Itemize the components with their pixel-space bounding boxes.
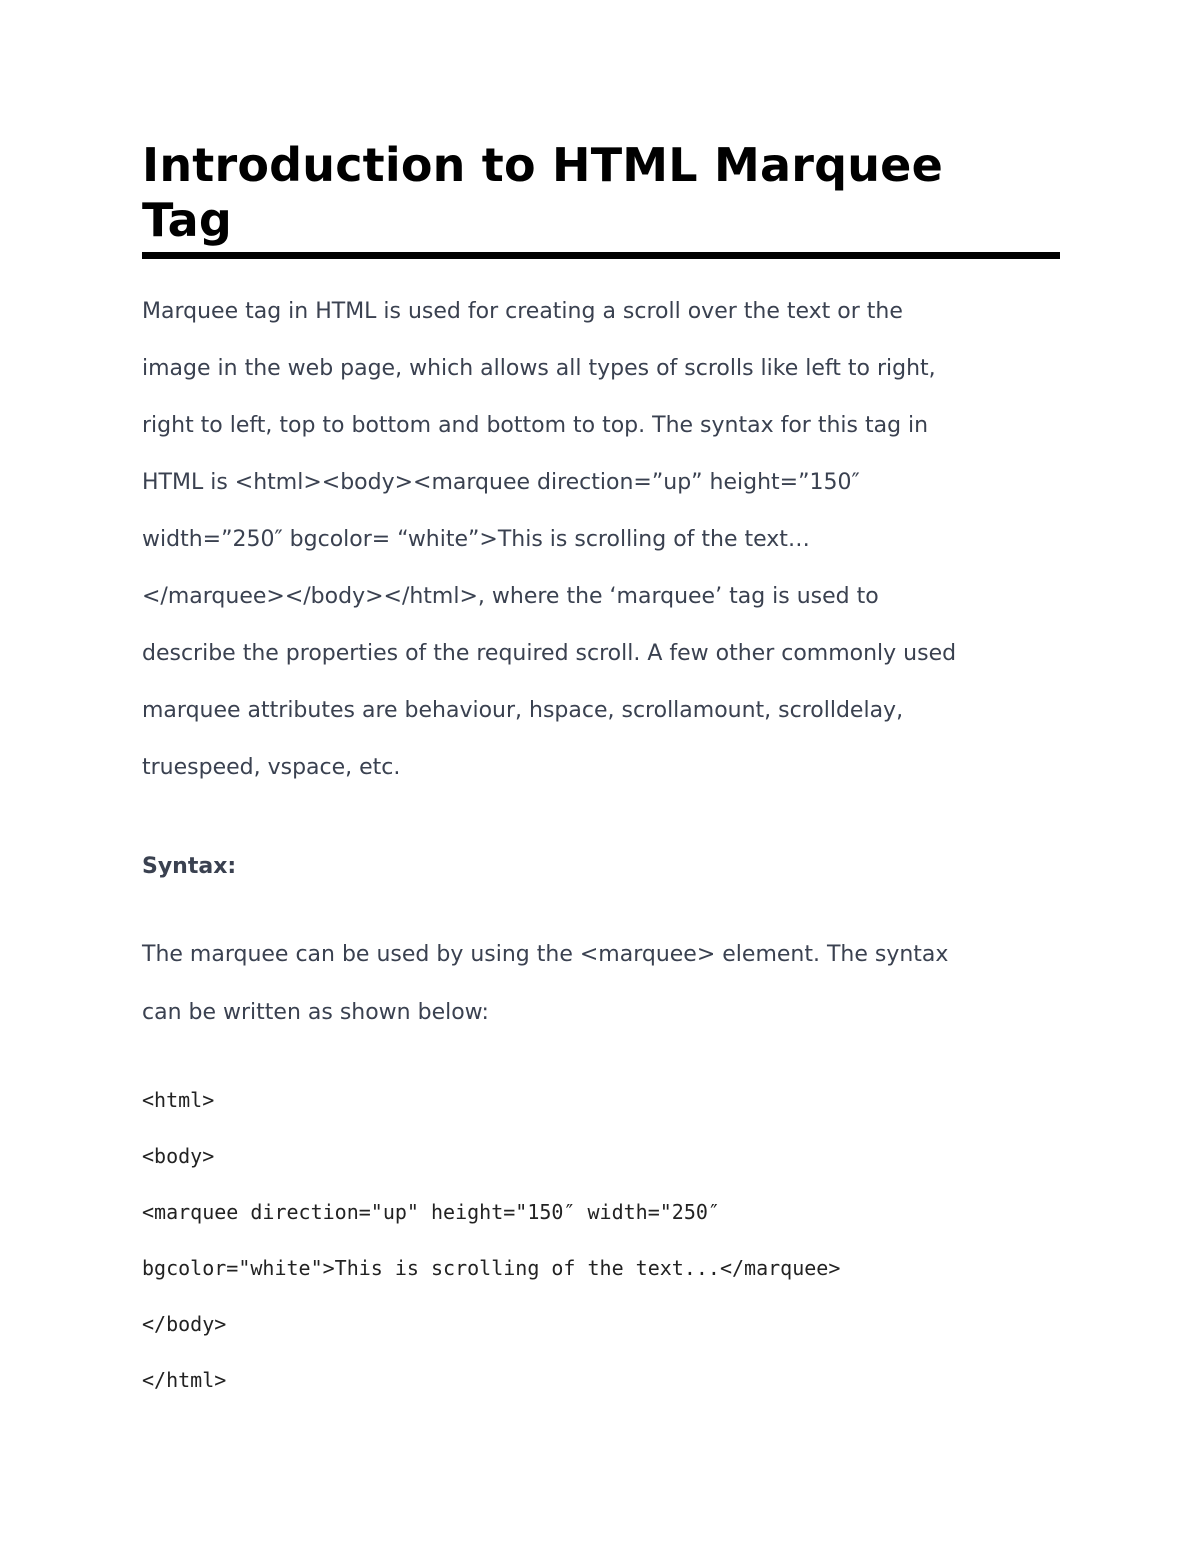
code-line: bgcolor="white">This is scrolling of the text...</marquee> [142,1256,841,1280]
code-line: <marquee direction="up" height="150″ width="250″ [142,1200,720,1224]
intro-line: HTML is <html><body><marquee direction=”up” height=”150″ [142,470,860,495]
syntax-description-line: can be written as shown below: [142,1000,489,1025]
intro-line: truespeed, vspace, etc. [142,755,401,780]
code-block [142,1072,1060,1408]
code-line: </body> [142,1312,227,1336]
code-line: <body> [142,1144,215,1168]
page-title-line-1: Introduction to HTML Marquee [142,138,943,192]
page-title-line-2: Tag [142,193,233,247]
syntax-heading: Syntax: [142,854,237,879]
intro-line: marquee attributes are behaviour, hspace, scrollamount, scrolldelay, [142,698,904,723]
intro-line: width=”250″ bgcolor= “white”>This is scrolling of the text… [142,527,810,552]
document-page [142,138,1060,1408]
intro-line: Marquee tag in HTML is used for creating a scroll over the text or the [142,299,903,324]
syntax-description-line: The marquee can be used by using the <marquee> element. The syntax [142,942,949,967]
syntax-description [142,926,1060,1042]
title-underline-divider [142,252,1060,259]
code-line: <html> [142,1088,215,1112]
page-title [142,138,1060,248]
intro-line: describe the properties of the required scroll. A few other commonly used [142,641,957,666]
code-line: </html> [142,1368,227,1392]
intro-line: right to left, top to bottom and bottom to top. The syntax for this tag in [142,413,929,438]
intro-paragraph [142,283,1060,796]
intro-line: </marquee></body></html>, where the ‘marquee’ tag is used to [142,584,879,609]
intro-line: image in the web page, which allows all types of scrolls like left to right, [142,356,936,381]
